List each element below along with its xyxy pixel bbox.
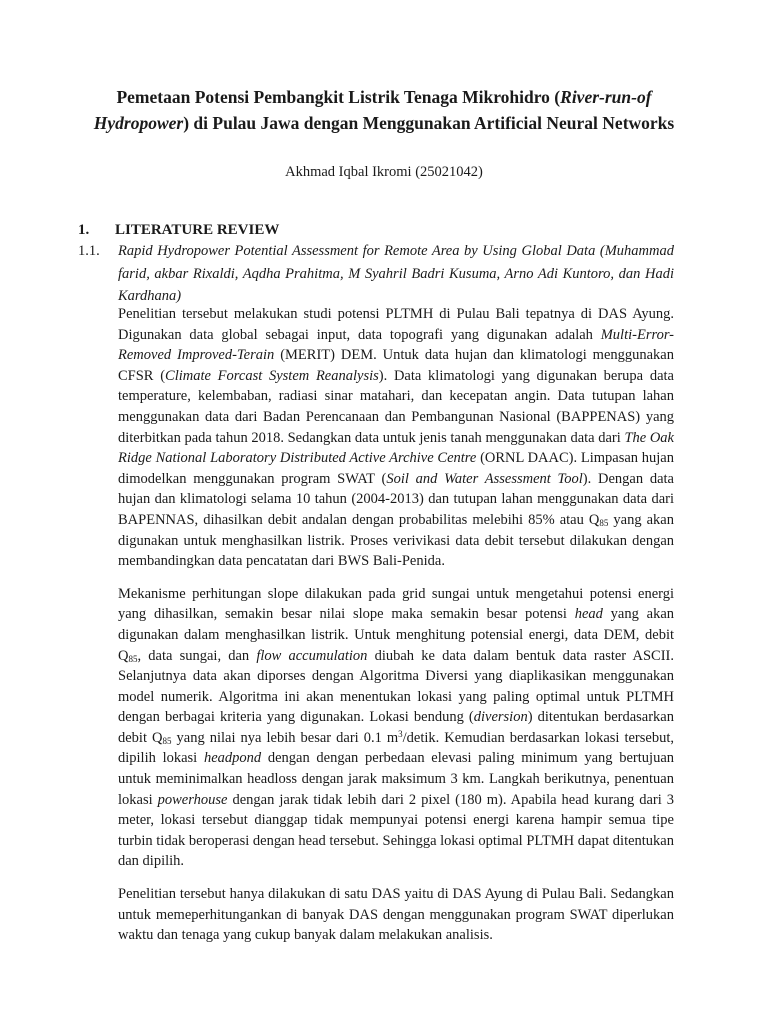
author-line: Akhmad Iqbal Ikromi (25021042) xyxy=(285,164,483,180)
text-run: ). Dengan data hujan dan klimatologi selama 10 tahun (2004-2013) dan tutupan lahan menggunakan data dari BAPENNAS, dihasilkan debit andalan dengan probabilitas melebihi 85% atau Q xyxy=(118,470,674,528)
text-run: (ORNL DAAC). Limpasan hujan dimodelkan menggunakan program SWAT ( xyxy=(118,450,674,487)
section-heading xyxy=(78,222,279,239)
subsection-number: 1.1. xyxy=(78,243,100,259)
italic-run: Climate Forcast System Reanalysis xyxy=(165,367,379,384)
text-run: Penelitian tersebut hanya dilakukan di satu DAS yaitu di DAS Ayung di Pulau Bali. Sedangkan untuk memeperhitungankan di banyak DAS dengan menggunakan program SWAT diperlukan waktu dan tenaga yang cukup banyak dalam melakukan analisis. xyxy=(118,886,674,944)
document-title xyxy=(70,84,698,136)
italic-run: flow accumulation xyxy=(256,647,368,664)
italic-run: The Oak Ridge National Laboratory Distributed Active Archive Centre xyxy=(118,429,674,467)
italic-run: diversion xyxy=(473,709,528,726)
body-text xyxy=(118,304,674,958)
subsection-heading xyxy=(78,240,674,308)
text-run: dengan jarak tidak lebih dari 2 pixel (180 m). Apabila head kurang dari 3 meter, lokasi tersebut dianggap tidak mempunyai potensi energi karena hampir semua tipe turbin tidak beroperasi dengan head tersebut. Sehingga lokasi optimal PLTMH dapat ditentukan dan dipilih. xyxy=(118,791,674,870)
text-run: yang nilai nya lebih besar dari 0.1 m xyxy=(171,729,399,746)
subscript: 85 xyxy=(599,517,609,528)
italic-run: powerhouse xyxy=(157,791,228,808)
text-run: yang akan digunakan untuk menghasilkan listrik. Proses verivikasi data debit tersebut dilakukan dengan membandingkan data pencatatan dari BWS Bali-Penida. xyxy=(118,511,674,570)
subsection-title: Rapid Hydropower Potential Assessment for Remote Area by Using Global Data (Muhammad farid, akbar Rixaldi, Aqdha Prahitma, M Syahril Badri Kusuma, Arno Adi Kuntoro, dan Hadi Kardhana) xyxy=(118,243,674,304)
text-run: Mekanisme perhitungan slope dilakukan pada grid sungai untuk mengetahui potensi energi yang dihasilkan, semakin besar nilai slope maka semakin besar potensi xyxy=(118,585,674,623)
section-number: 1. xyxy=(78,222,90,238)
paragraph-2 xyxy=(118,584,674,872)
italic-run: Multi-Error-Removed Improved-Terain xyxy=(118,326,674,364)
title-text-part1: Pemetaan Potensi Pembangkit Listrik Tenaga Mikrohidro ( xyxy=(116,87,561,107)
text-run: (MERIT) DEM. Untuk data hujan dan klimatologi menggunakan CFSR ( xyxy=(118,347,674,384)
paragraph-3 xyxy=(118,884,674,946)
text-run: dengan dengan perbedaan elevasi paling minimum yang bertujuan untuk meminimalkan headloss dengan jarak maksimum 3 km. Langkah berikutnya, penentuan lokasi xyxy=(118,750,675,808)
text-run: yang akan digunakan dalam menghasilkan listrik. Untuk menghitung potensial energi, data DEM, debit Q xyxy=(118,606,675,664)
text-run: ). Data klimatologi yang digunakan berupa data temperature, kelembaban, radiasi sinar matahari, dan kecepatan angin. Data tutupan lahan menggunakan data dari Badan Perencanaan dan Pembangunan Nasional (BAPPENAS) yang diterbitkan pada tahun 2018. Sedangkan data untuk jenis tanah menggunakan data dari xyxy=(118,367,674,446)
subscript: 85 xyxy=(162,735,172,746)
superscript: 3 xyxy=(398,728,403,739)
italic-run: headpond xyxy=(203,750,262,767)
title-text-part3: ) di Pulau Jawa dengan Menggunakan Artificial Neural Networks xyxy=(183,113,675,133)
text-run: ) ditentukan berdasarkan debit Q xyxy=(118,709,674,746)
text-run: /detik. Kemudian berdasarkan lokasi tersebut, dipilih lokasi xyxy=(118,729,674,767)
subscript: 85 xyxy=(128,653,138,664)
text-run: , data sungai, dan xyxy=(137,647,257,664)
section-title: LITERATURE REVIEW xyxy=(115,222,280,238)
title-text-italic: River-run-of Hydropower xyxy=(93,87,652,133)
text-run: diubah ke data dalam bentuk data raster ASCII. Selanjutnya data akan diporses dengan Algoritma Diversi yang diaplikasikan menggunakan model numerik. Algoritma ini akan menentukan lokasi yang paling optimal untuk PLTMH dengan berbagai kriteria yang digunakan. Lokasi bendung ( xyxy=(118,647,674,726)
italic-run: Soil and Water Assessment Tool xyxy=(386,470,583,487)
text-run: Penelitian tersebut melakukan studi potensi PLTMH di Pulau Bali tepatnya di DAS Ayung. Digunakan data global sebagai input, data topografi yang digunakan adalah xyxy=(118,306,674,343)
paragraph-1 xyxy=(118,304,674,572)
italic-run: head xyxy=(574,606,603,623)
